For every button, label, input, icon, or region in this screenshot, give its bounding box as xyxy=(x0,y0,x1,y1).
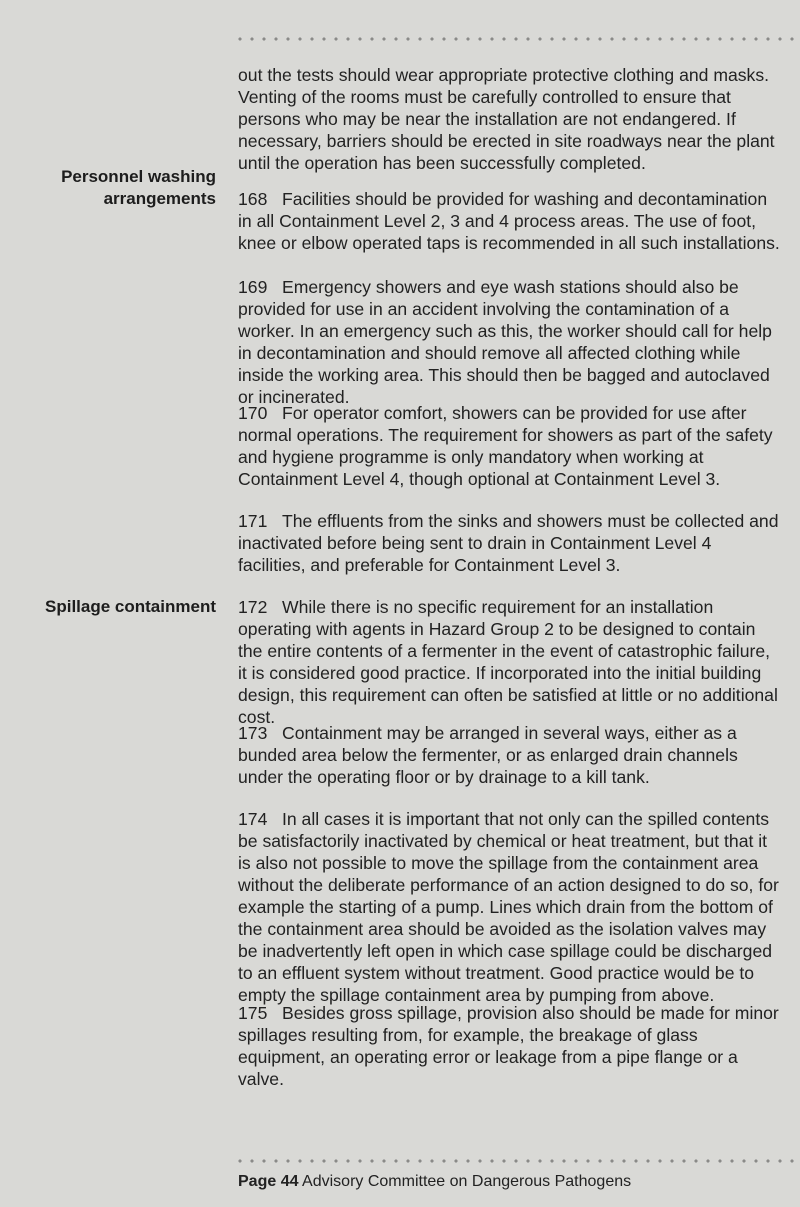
paragraph-text: Besides gross spillage, provision also should be made for minor spillages resulting from, for example, the breakage of glass equipment, an operating error or leakage from a pipe flange or a valve. xyxy=(238,1003,779,1089)
page-footer xyxy=(238,1172,631,1192)
paragraph-number: 171 xyxy=(238,511,268,531)
paragraph-number: 175 xyxy=(238,1003,268,1023)
paragraph-170 xyxy=(238,402,783,490)
side-heading-line: arrangements xyxy=(103,189,216,208)
page-number: Page 44 xyxy=(238,1173,299,1190)
paragraph-continued xyxy=(238,64,783,174)
footer-title: Advisory Committee on Dangerous Pathogens xyxy=(302,1173,632,1190)
side-heading-personnel-washing xyxy=(16,166,216,210)
paragraph-text: out the tests should wear appropriate protective clothing and masks. Venting of the rooms must be carefully controlled to ensure that persons who may be near the installation are not endangered. If necessary, barriers should be erected in site roadways near the plant until the operation has been successfully completed. xyxy=(238,65,775,173)
side-heading-spillage-containment xyxy=(16,596,216,618)
paragraph-174 xyxy=(238,808,783,1006)
paragraph-text: While there is no specific requirement for an installation operating with agents in Hazard Group 2 to be designed to contain the entire contents of a fermenter in the event of catastrophic failure, it is considered good practice. If incorporated into the initial building design, this requirement can often be satisfied at little or no additional cost. xyxy=(238,597,778,727)
paragraph-text: Facilities should be provided for washing and decontamination in all Containment Level 2, 3 and 4 process areas. The use of foot, knee or elbow operated taps is recommended in all such installations. xyxy=(238,189,780,253)
paragraph-number: 169 xyxy=(238,277,268,297)
paragraph-text: Containment may be arranged in several ways, either as a bunded area below the fermenter, or as enlarged drain channels under the operating floor or by drainage to a kill tank. xyxy=(238,723,738,787)
side-heading-line: Personnel washing xyxy=(61,167,216,186)
paragraph-168 xyxy=(238,188,783,254)
paragraph-173 xyxy=(238,722,783,788)
paragraph-169 xyxy=(238,276,783,408)
paragraph-175 xyxy=(238,1002,783,1090)
top-dotted-rule xyxy=(234,34,800,44)
paragraph-number: 170 xyxy=(238,403,268,423)
paragraph-172 xyxy=(238,596,783,728)
paragraph-text: Emergency showers and eye wash stations should also be provided for use in an accident involving the contamination of a worker. In an emergency such as this, the worker should call for help in decontamination and should remove all affected clothing while inside the working area. This should then be bagged and autoclaved or incinerated. xyxy=(238,277,772,407)
paragraph-number: 168 xyxy=(238,189,268,209)
paragraph-number: 173 xyxy=(238,723,268,743)
paragraph-text: In all cases it is important that not only can the spilled contents be satisfactorily inactivated by chemical or heat treatment, but that it is also not possible to move the spillage from the containment area without the deliberate performance of an action designed to do so, for example the starting of a pump. Lines which drain from the bottom of the containment area should be avoided as the isolation valves may be inadvertently left open in which case spillage could be discharged to an effluent system without treatment. Good practice would be to empty the spillage containment area by pumping from above. xyxy=(238,809,779,1005)
paragraph-171 xyxy=(238,510,783,576)
paragraph-text: For operator comfort, showers can be provided for use after normal operations. The requirement for showers as part of the safety and hygiene programme is only mandatory when working at Containment Level 4, though optional at Containment Level 3. xyxy=(238,403,773,489)
paragraph-text: The effluents from the sinks and showers must be collected and inactivated before being sent to drain in Containment Level 4 facilities, and preferable for Containment Level 3. xyxy=(238,511,779,575)
side-heading-line: Spillage containment xyxy=(45,597,216,616)
bottom-dotted-rule xyxy=(234,1156,800,1166)
paragraph-number: 174 xyxy=(238,809,268,829)
paragraph-number: 172 xyxy=(238,597,268,617)
